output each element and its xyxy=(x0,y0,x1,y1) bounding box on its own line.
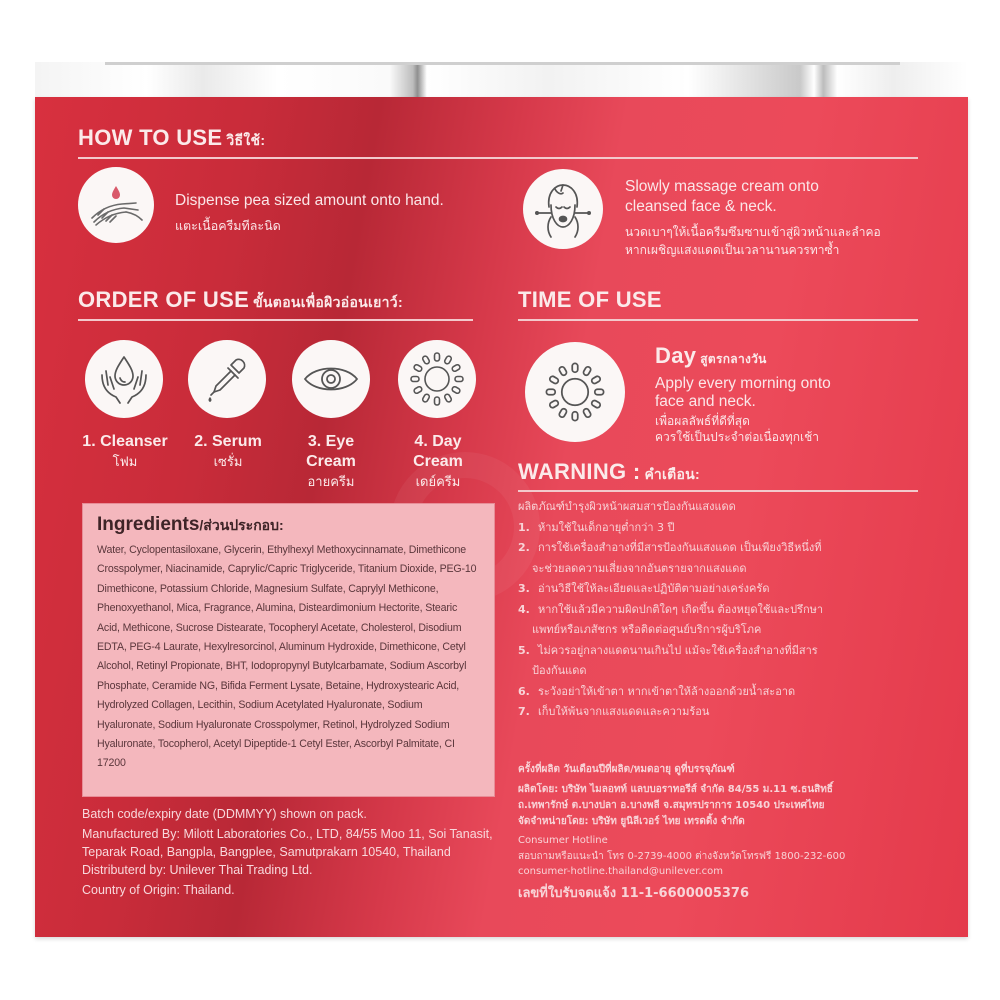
ingredients-list: Water, Cyclopentasiloxane, Glycerin, Ethylhexyl Methoxycinnamate, Dimethicone Crosspolymer, Niacinamide, Caprylic/Capric Triglyceride, Titanium Dioxide, PEG-10 Dimethicone, Potassium Chloride, Magnesium Sulfate, Caprylyl Methicone, Phenoxyethanol, Mica, Fragrance, Alumina, Disteardimonium Hectorite, Stearic Acid, Methicone, Sucrose Distearate, Tocopheryl Acetate, Cholesterol, Disodium EDTA, PEG-4 Laurate, Hexylresorcinol, Aluminum Hydroxide, Dimethicone, Cetyl Alcohol, Retinyl Propionate, BHT, Iodopropynyl Butylcarbamate, Sodium Ascorbyl Phosphate, Ceramide NG, Bifida Ferment Lysate, Betaine, Hydroxystearic Acid, Hydrolyzed Collagen, Lecithin, Sodium Acetylated Hyaluronate, Sodium Hyaluronate, Sodium Hyaluronate Crosspolymer, Retinol, Hydrolyzed Sodium Hyaluronate, Tocopherol, Acetyl Dipeptide-1 Cetyl Ester, Ascorbyl Palmitate, CI 17200 xyxy=(97,544,477,770)
warning-item: 5. ไม่ควรอยู่กลางแดดนานเกินไป แม้จะใช้เครื่องสำอางที่มีสาร xyxy=(518,643,818,657)
warning-item: 6. ระวังอย่าให้เข้าตา หากเข้าตาให้ล้างออกด้วยน้ำสะอาด xyxy=(518,684,796,698)
product-label-panel xyxy=(35,97,968,937)
manufacturer-info xyxy=(82,805,512,901)
order-step-1-label: 1. Cleanser โฟม xyxy=(82,433,168,469)
time-of-use-text-en-2: face and neck. xyxy=(655,393,756,410)
warning-intro: ผลิตภัณฑ์บำรุงผิวหน้าผสมสารป้องกันแสงแดด xyxy=(518,500,736,513)
hands-drop-icon xyxy=(85,340,163,418)
hotline-title: Consumer Hotline xyxy=(518,835,608,846)
ingredients-box xyxy=(82,503,495,797)
maker-line-3: จัดจำหน่ายโดย: บริษัท ยูนิลีเวอร์ ไทย เทรดดิ้ง จำกัด xyxy=(518,816,745,827)
sun-icon xyxy=(398,340,476,418)
time-of-use-title: TIME OF USE xyxy=(518,287,662,312)
registration-number: เลขที่ใบรับจดแจ้ง 11-1-6600005376 xyxy=(518,885,750,901)
warning-item: 7. เก็บให้พ้นจากแสงแดดและความร้อน xyxy=(518,705,710,718)
order-step-2-label: 2. Serum เซรั่ม xyxy=(194,433,262,469)
time-of-use-heading: Day สูตรกลางวัน xyxy=(655,343,767,368)
warning-item: 4. หากใช้แล้วมีความผิดปกติใดๆ เกิดขึ้น ต้องหยุดใช้และปรึกษา xyxy=(518,602,824,616)
hotline-email: consumer-hotline.thailand@unilever.com xyxy=(518,866,724,877)
eye-icon xyxy=(292,340,370,418)
hand-drop-icon xyxy=(78,167,154,243)
order-step-4-label: 4. Day Cream เดย์ครีม xyxy=(413,433,463,489)
order-of-use-divider xyxy=(78,319,473,321)
order-step-3-label: 3. Eye Cream อายครีม xyxy=(306,433,356,489)
warning-item: 3. อ่านวิธีใช้ให้ละเอียดและปฏิบัติตามอย่างเคร่งครัด xyxy=(518,582,770,595)
jar-lid xyxy=(35,62,968,98)
country-of-origin: Country of Origin: Thailand. xyxy=(82,883,235,897)
manufacturer-text: Manufactured By: Milott Laboratories Co., LTD, 84/55 Moo 11, Soi Tanasit, Teparak Road, Bangpla, Bangplee, Samutprakarn 10540, Thailand Distributerd by: Unilever Thai Trading Ltd. xyxy=(82,827,493,877)
batch-code-note: Batch code/expiry date (DDMMYY) shown on pack. xyxy=(82,807,367,821)
warning-list xyxy=(518,497,918,723)
how-to-use-step1-th: แตะเนื้อครีมทีละนิด xyxy=(175,218,281,233)
how-to-use-step1-en: Dispense pea sized amount onto hand. xyxy=(175,192,444,209)
maker-line-1: ผลิตโดย: บริษัท ไมลอทท์ แลบบอราทอรีส์ จำกัด 84/55 ม.11 ซ.ธนสิทธิ์ xyxy=(518,784,833,795)
warning-item-cont: ป้องกันแดด xyxy=(532,664,587,677)
how-to-use-title: HOW TO USE วิธีใช้: xyxy=(78,125,266,150)
warning-title: WARNING : คำเตือน: xyxy=(518,459,701,484)
dropper-icon xyxy=(188,340,266,418)
how-to-use-divider xyxy=(78,157,918,159)
time-of-use-text-en-1: Apply every morning onto xyxy=(655,375,831,392)
warning-item: 2. การใช้เครื่องสำอางที่มีสารป้องกันแสงแดด เป็นเพียงวิธีหนึ่งที่ xyxy=(518,541,822,554)
how-to-use-step2-th-line2: หากเผชิญแสงแดดเป็นเวลานานควรทาซ้ำ xyxy=(625,243,840,257)
warning-item: 1. ห้ามใช้ในเด็กอายุต่ำกว่า 3 ปี xyxy=(518,520,675,534)
time-of-use-divider xyxy=(518,319,918,321)
day-sun-icon xyxy=(525,342,625,442)
order-of-use-title: ORDER OF USE ขั้นตอนเพื่อผิวอ่อนเยาว์: xyxy=(78,287,403,312)
jar-lid-rim xyxy=(105,62,900,65)
how-to-use-step2-en: Slowly massage cream onto cleansed face & neck. xyxy=(625,178,819,215)
hotline-phone: สอบถามหรือแนะนำ โทร 0-2739-4000 ต่างจังหวัดโทรฟรี 1800-232-600 xyxy=(518,850,846,862)
time-of-use-text-th-1: เพื่อผลลัพธ์ที่ดีที่สุด xyxy=(655,414,750,428)
warning-item-cont: จะช่วยลดความเสี่ยงจากอันตรายจากแสงแดด xyxy=(532,561,747,575)
warning-footer xyxy=(518,762,938,901)
time-of-use-text-th-2: ควรใช้เป็นประจำต่อเนื่องทุกเช้า xyxy=(655,430,819,444)
lot-line: ครั้งที่ผลิต วันเดือนปีที่ผลิต/หมดอายุ ดูที่บรรจุภัณฑ์ xyxy=(518,764,735,775)
maker-line-2: ถ.เทพารักษ์ ต.บางปลา อ.บางพลี จ.สมุทรปราการ 10540 ประเทศไทย xyxy=(518,800,825,811)
warning-divider xyxy=(518,490,918,492)
ingredients-title: Ingredients/ส่วนประกอบ: xyxy=(97,514,284,535)
face-massage-icon xyxy=(523,169,603,249)
how-to-use-step2-th-line1: นวดเบาๆให้เนื้อครีมซึมซาบเข้าสู่ผิวหน้าและลำคอ xyxy=(625,225,881,239)
warning-item-cont: แพทย์หรือเภสัชกร หรือติดต่อศูนย์บริการผู้บริโภค xyxy=(532,623,762,636)
